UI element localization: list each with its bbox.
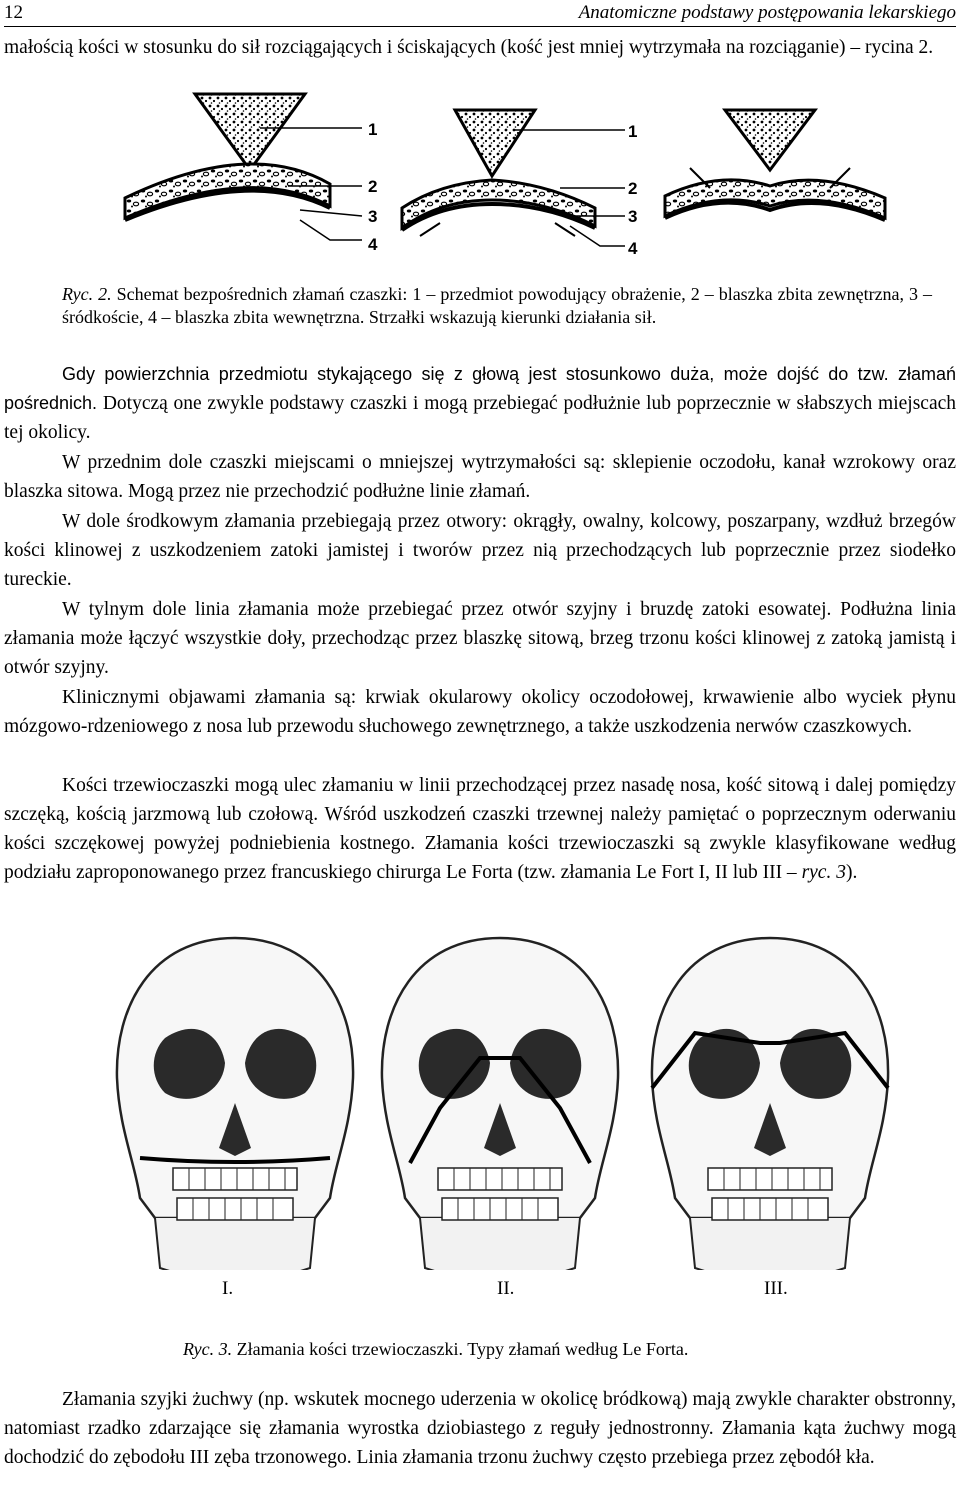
- label-le-fort-1: I.: [222, 1278, 234, 1299]
- page-number: 12: [4, 2, 23, 23]
- paragraph-3: W dole środkowym złamania przebiegają przez otwory: okrągły, owalny, kolcowy, poszarpany, wzdłuż brzegów kości klinowej z uszkodzeniem zatoki jamistej i tworów przez nią przechodzących lub poprzecznie przez siodełko tureckie.: [4, 511, 956, 590]
- paragraph-1: [4, 360, 956, 447]
- paragraph-4: W tylnym dole linia złamania może przebiegać przez otwór szyjny i bruzdę zatoki esowatej. Podłużna linia złamania może łączyć wszystkie doły, przechodząc przez blaszkę sitową, brzeg trzonu kości klinowej z zatoką jamistą i otwór szyjny.: [4, 599, 956, 678]
- page-header: [4, 0, 956, 27]
- paragraph-6-figure-ref: ryc. 3: [801, 862, 846, 883]
- figure-2-caption-label: Ryc. 2.: [62, 284, 112, 304]
- skull-le-fort-1: [117, 938, 353, 1270]
- fig2-label-4: 4: [368, 235, 378, 254]
- figure-2-caption: [62, 283, 932, 329]
- fracture-diagram-b: [402, 110, 638, 258]
- fig2-label-4b: 4: [628, 239, 638, 258]
- fig2-label-2b: 2: [628, 179, 638, 198]
- fracture-diagram-c: [665, 110, 885, 220]
- figure-2-diagram: [0, 88, 960, 268]
- paragraph-1-sans-part: Gdy powierzchnia przedmiotu stykającego się z głową jest stosunkowo duża, może dojść do tzw. złamań pośrednich.: [4, 364, 956, 413]
- paragraph-6: [4, 771, 956, 887]
- fig2-label-2: 2: [368, 177, 378, 196]
- skull-le-fort-3: [652, 938, 888, 1270]
- fig2-label-3b: 3: [628, 207, 638, 226]
- paragraph-2: W przednim dole czaszki miejscami o mniejszej wytrzymałości są: sklepienie oczodołu, kanał wzrokowy oraz blaszka sitowa. Mogą przez nie przechodzić podłużne linie złamań.: [4, 452, 956, 502]
- figure-3-skulls: [0, 918, 960, 1270]
- paragraph-7: Złamania szyjki żuchwy (np. wskutek mocnego uderzenia w okolicę bródkową) mają zwykle charakter obstronny, natomiast rzadko zdarzające się złamania wyrostka dziobiastego z reguły jednostronny. Złamania kąta żuchwy mogą dochodzić do zębodołu III zęba trzonowego. Linia złamania trzonu żuchwy często przebiega przez zębodół kła.: [4, 1389, 956, 1468]
- intro-paragraph: małością kości w stosunku do sił rozciągających i ściskających (kość jest mniej wytrzymała na rozciąganie) – rycina 2.: [4, 37, 934, 58]
- fracture-diagram-a: [125, 94, 378, 254]
- figure-2-caption-text: Schemat bezpośrednich złamań czaszki: 1 – przedmiot powodujący obrażenie, 2 – blaszka zbita zewnętrzna, 3 – śródkoście, 4 – blaszka zbita wewnętrzna. Strzałki wskazują kierunki działania sił.: [62, 284, 933, 327]
- figure-3-caption: [183, 1338, 883, 1361]
- paragraph-1-serif-part: Dotyczą one zwykle podstawy czaszki i mogą przebiegać podłużnie lub poprzecznie w słabszych miejscach tej okolicy.: [4, 393, 956, 443]
- paragraph-5: Klinicznymi objawami złamania są: krwiak okularowy okolicy oczodołowej, krwawienie albo wyciek płynu mózgowo-rdzeniowego z nosa lub przewodu słuchowego zewnętrznego, a także uszkodzenia nerwów czaszkowych.: [4, 687, 956, 737]
- fig2-label-1b: 1: [628, 122, 638, 141]
- label-le-fort-2: II.: [497, 1278, 515, 1299]
- fig2-label-3: 3: [368, 207, 378, 226]
- figure-3-caption-label: Ryc. 3.: [183, 1339, 233, 1359]
- paragraph-6-main: Kości trzewioczaszki mogą ulec złamaniu w linii przechodzącej przez nasadę nosa, kość sitową i dalej pomiędzy szczęką, kością jarzmową lub czołową. Wśród uszkodzeń czaszki trzewnej należy pamiętać o poprzecznym oderwaniu kości szczękowej powyżej podniebienia kostnego. Złamania kości trzewioczaszki są zwykle klasyfikowane według podziału zaproponowanego przez francuskiego chirurga Le Forta (tzw. złamania Le Fort I, II lub III –: [4, 775, 956, 883]
- label-le-fort-3: III.: [764, 1278, 788, 1299]
- skull-le-fort-2: [382, 938, 618, 1270]
- running-title: Anatomiczne podstawy postępowania lekarskiego: [578, 2, 956, 23]
- figure-3-caption-text: Złamania kości trzewioczaszki. Typy złamań według Le Forta.: [236, 1339, 689, 1359]
- paragraph-6-end: ).: [845, 862, 858, 883]
- fig2-label-1: 1: [368, 120, 378, 139]
